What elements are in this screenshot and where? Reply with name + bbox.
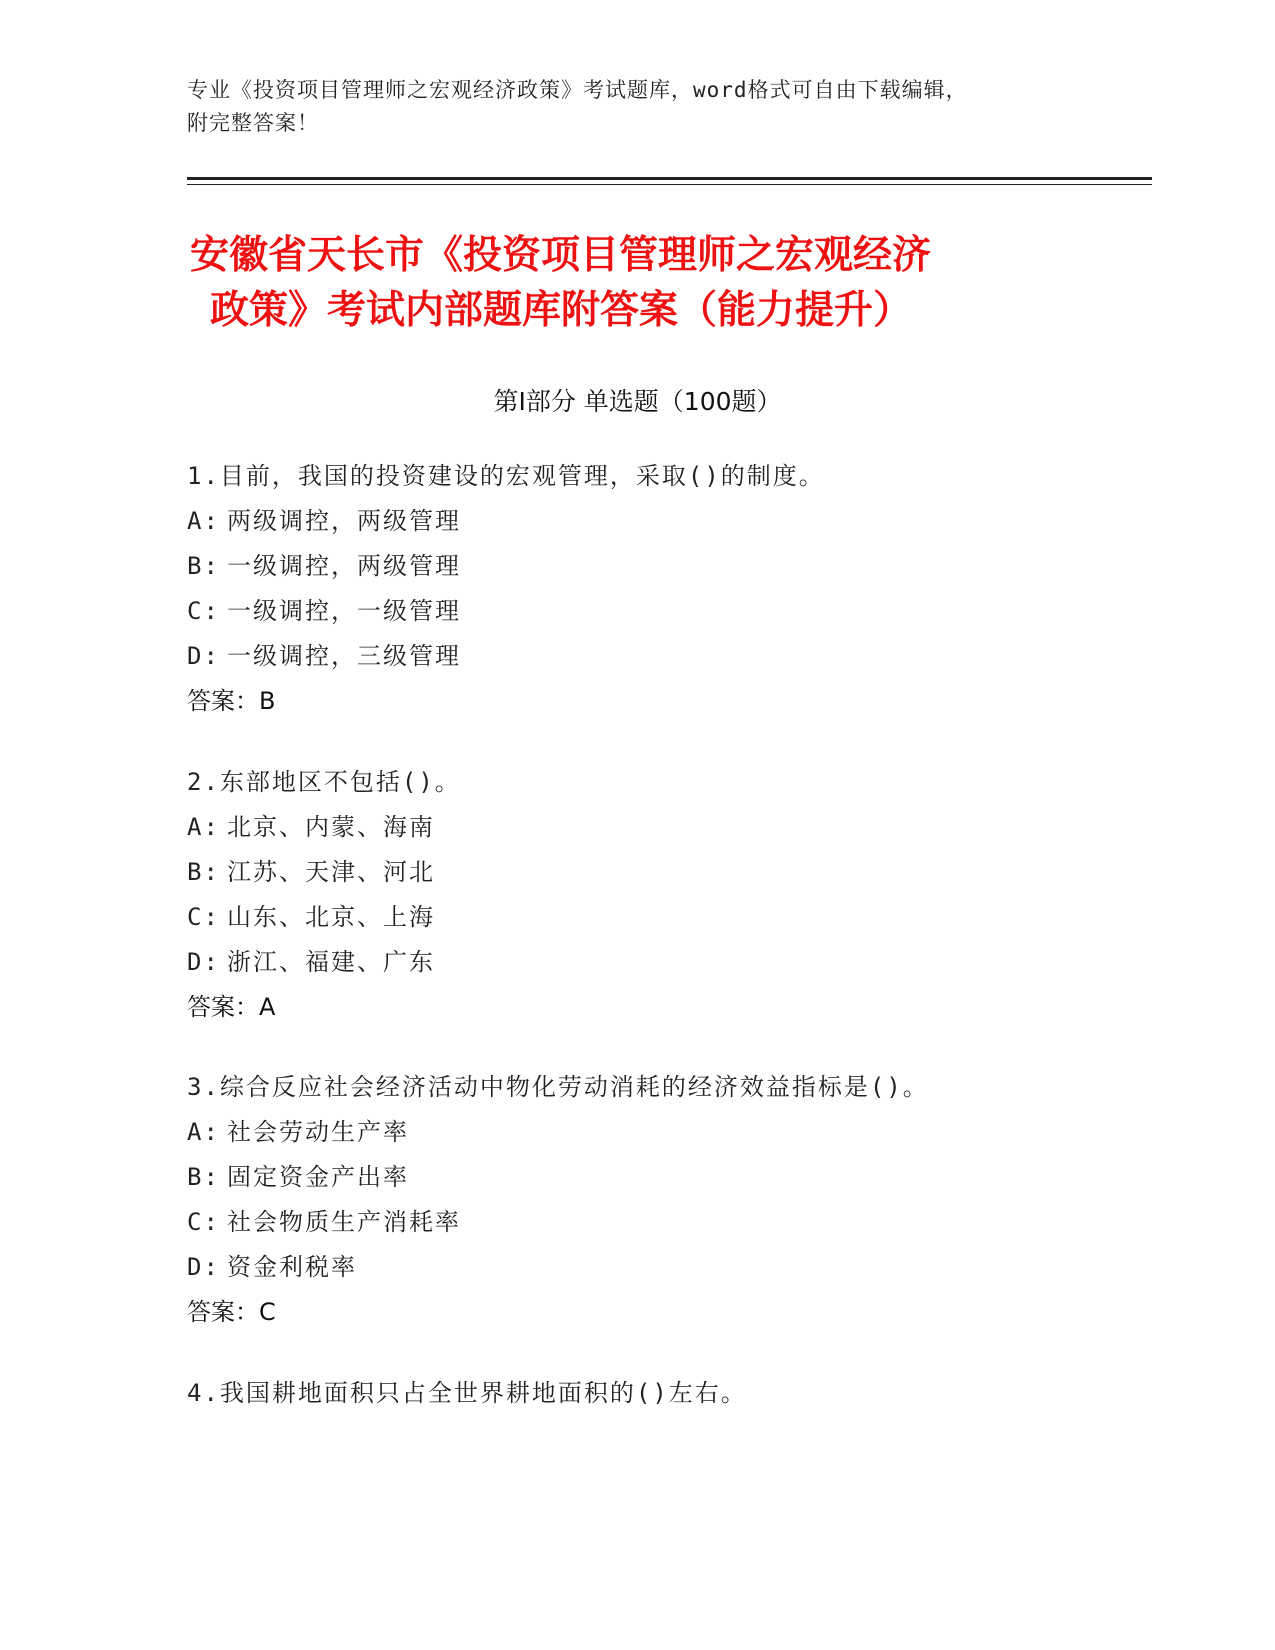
option-a (187, 499, 1187, 544)
option-key: D: (187, 1253, 220, 1281)
question-4 (187, 1371, 1187, 1416)
question-2 (187, 760, 1187, 1030)
option-key: D: (187, 642, 220, 670)
option-d (187, 634, 1187, 679)
option-d (187, 940, 1187, 985)
header-divider-thin (187, 184, 1152, 185)
option-a (187, 805, 1187, 850)
option-c (187, 895, 1187, 940)
option-key: C: (187, 597, 220, 625)
option-b (187, 544, 1187, 589)
option-key: A: (187, 507, 220, 535)
header-divider-thick (187, 177, 1152, 180)
option-key: A: (187, 813, 220, 841)
document-title-line-1: 安徽省天长市《投资项目管理师之宏观经济 (190, 233, 932, 278)
question-3 (187, 1065, 1187, 1335)
option-text: 北京、内蒙、海南 (227, 813, 435, 841)
header-note-line-1: 专业《投资项目管理师之宏观经济政策》考试题库，word格式可自由下载编辑， (187, 78, 968, 102)
document-title-line-2: 政策》考试内部题库附答案（能力提升） (210, 288, 913, 333)
document-title (190, 228, 1090, 338)
option-text: 浙江、福建、广东 (227, 948, 435, 976)
option-text: 固定资金产出率 (227, 1163, 409, 1191)
header-note-line-2: 附完整答案！ (187, 111, 319, 135)
option-c (187, 589, 1187, 634)
answer: 答案：B (187, 687, 276, 715)
option-text: 两级调控，两级管理 (227, 507, 461, 535)
option-key: B: (187, 552, 220, 580)
option-d (187, 1245, 1187, 1290)
question-text: 1.目前，我国的投资建设的宏观管理，采取()的制度。 (187, 462, 825, 490)
option-key: D: (187, 948, 220, 976)
option-b (187, 1155, 1187, 1200)
option-text: 一级调控，一级管理 (227, 597, 461, 625)
option-text: 社会劳动生产率 (227, 1118, 409, 1146)
option-key: A: (187, 1118, 220, 1146)
option-text: 一级调控，两级管理 (227, 552, 461, 580)
answer: 答案：C (187, 1298, 276, 1326)
answer: 答案：A (187, 993, 276, 1021)
option-key: B: (187, 858, 220, 886)
option-key: B: (187, 1163, 220, 1191)
option-c (187, 1200, 1187, 1245)
option-b (187, 850, 1187, 895)
option-text: 社会物质生产消耗率 (227, 1208, 461, 1236)
option-text: 一级调控，三级管理 (227, 642, 461, 670)
option-key: C: (187, 903, 220, 931)
option-text: 山东、北京、上海 (227, 903, 435, 931)
question-1 (187, 454, 1187, 724)
option-text: 江苏、天津、河北 (227, 858, 435, 886)
option-a (187, 1110, 1187, 1155)
section-heading: 第Ⅰ部分 单选题（100题） (493, 387, 782, 416)
header-note (187, 74, 1087, 140)
question-text: 2.东部地区不包括()。 (187, 768, 461, 796)
question-text: 4.我国耕地面积只占全世界耕地面积的()左右。 (187, 1379, 747, 1407)
option-key: C: (187, 1208, 220, 1236)
option-text: 资金利税率 (227, 1253, 357, 1281)
question-text: 3.综合反应社会经济活动中物化劳动消耗的经济效益指标是()。 (187, 1073, 929, 1101)
